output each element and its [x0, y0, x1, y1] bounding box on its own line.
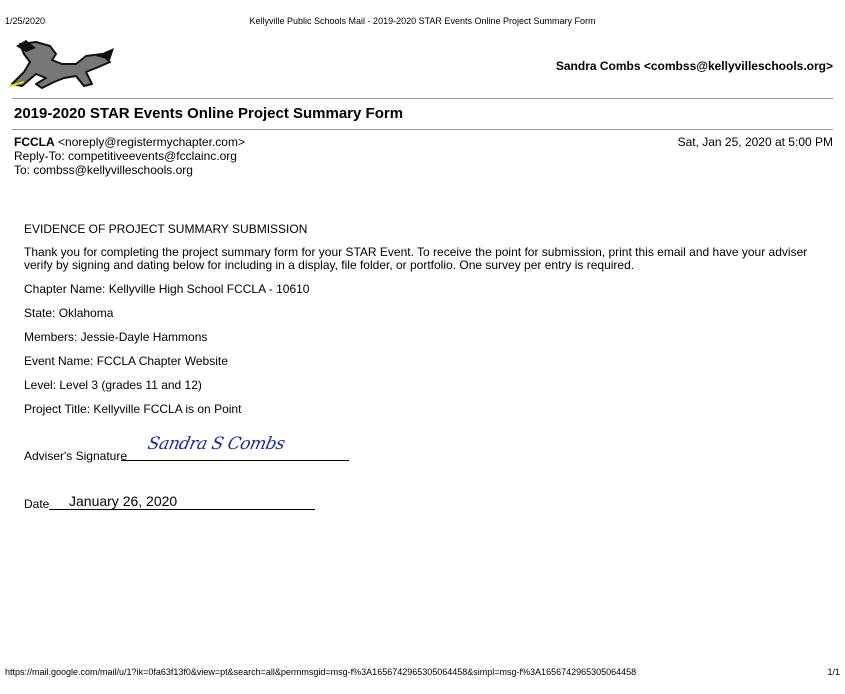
adviser-signature: Sandra S Combs	[145, 434, 287, 454]
body-intro: Thank you for completing the project summary form for your STAR Event. To receive the point for submission, print this email and have your adviser verify by signing and dating below for including in a display, file folder, or portfolio. One survey per entry is required.	[24, 245, 808, 272]
message-date: Sat, Jan 25, 2020 at 5:00 PM	[677, 135, 833, 149]
account-label: Sandra Combs <combss@kellyvilleschools.org>	[555, 59, 833, 73]
sender-name: FCCLA	[14, 135, 55, 149]
field-event: Event Name: FCCLA Chapter Website	[24, 354, 228, 368]
date-line	[49, 509, 315, 510]
signature-line	[121, 460, 349, 461]
mustang-logo	[6, 38, 118, 90]
date-value: January 26, 2020	[69, 493, 178, 509]
signature-label: Adviser's Signature	[24, 449, 128, 463]
field-chapter: Chapter Name: Kellyville High School FCCLA - 10610	[24, 282, 310, 296]
email-subject: 2019-2020 STAR Events Online Project Summary Form	[14, 105, 404, 122]
field-title: Project Title: Kellyville FCCLA is on Point	[24, 402, 242, 416]
print-date: 1/25/2020	[5, 16, 46, 26]
message-header	[14, 135, 245, 177]
recipient: To: combss@kellyvilleschools.org	[14, 163, 193, 177]
field-level: Level: Level 3 (grades 11 and 12)	[24, 378, 202, 392]
print-url: https://mail.google.com/mail/u/1?ik=0fa63f13f0&view=pt&search=all&permmsgid=msg-f%3A1656742965305064458&simpl=msg-f%3A1656742965305064458	[5, 667, 637, 677]
body-heading: EVIDENCE OF PROJECT SUMMARY SUBMISSION	[24, 222, 308, 236]
field-state: State: Oklahoma	[24, 306, 114, 320]
page-number: 1/1	[827, 667, 840, 677]
print-title: Kellyville Public Schools Mail - 2019-2020 STAR Events Online Project Summary Form	[249, 16, 596, 26]
date-label: Date	[24, 497, 50, 511]
sender-email: <noreply@registermychapter.com>	[58, 135, 245, 149]
reply-to: Reply-To: competitiveevents@fcclainc.org	[14, 149, 237, 163]
field-members: Members: Jessie-Dayle Hammons	[24, 330, 208, 344]
